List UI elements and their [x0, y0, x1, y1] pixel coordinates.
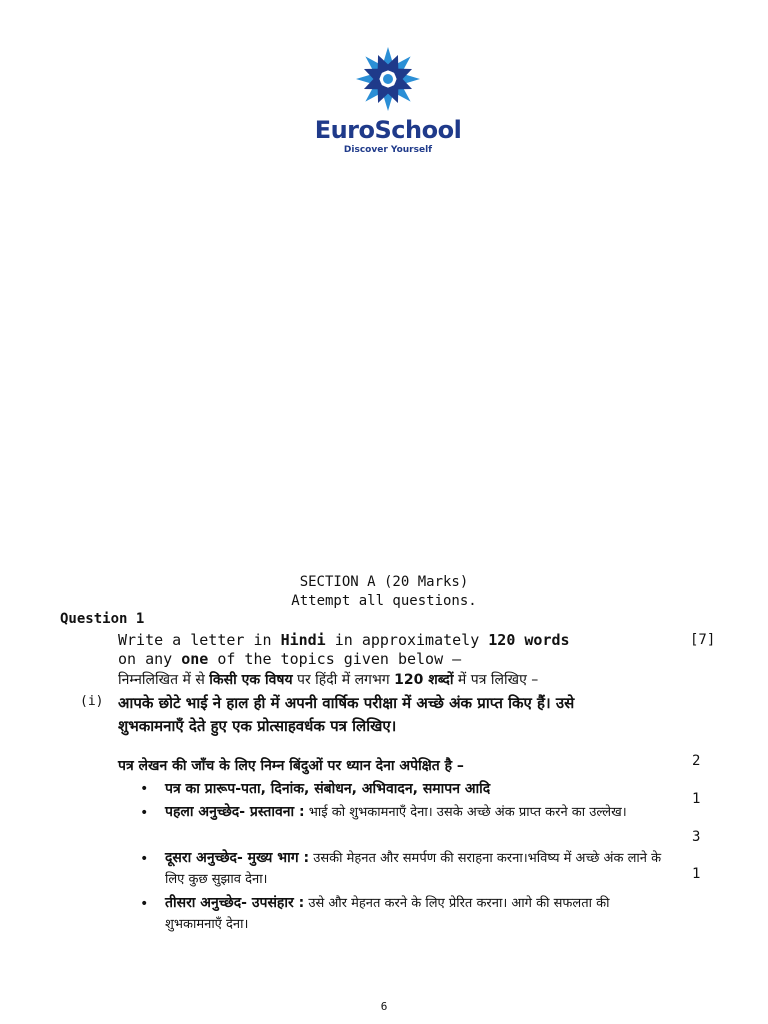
section-heading: SECTION A (20 Marks)	[299, 574, 469, 590]
option-label: (i)	[80, 694, 104, 709]
hindi-instruction: निम्नलिखित में से किसी एक विषय पर हिंदी में लगभग 120 शब्दों में पत्र लिखिए –	[118, 672, 539, 688]
brand-tagline: Discover Yourself	[343, 145, 433, 155]
one-keyword: one	[181, 650, 209, 668]
section-instruction: Attempt all questions.	[291, 593, 477, 609]
point-marks: 1	[692, 791, 701, 807]
point-conclusion: तीसरा अनुच्छेद- उपसंहार : उसे और मेहनत करने के लिए प्रेरित करना। आगे की सफलता की शुभकामनाएँ देना।	[165, 895, 610, 932]
points-heading: पत्र लेखन की जाँच के लिए निम्न बिंदुओं पर ध्यान देना अपेक्षित है –	[118, 758, 464, 774]
bullet: •	[140, 851, 149, 867]
brand-name: EuroSchool	[314, 116, 462, 144]
point-marks: 1	[692, 866, 701, 882]
question-marks: [7]	[690, 632, 716, 648]
word-count: 120 words	[488, 631, 570, 649]
question-instruction-line1: Write a letter in Hindi in approximately 120 words	[118, 631, 570, 649]
euroschool-logo	[308, 44, 468, 164]
bullet: •	[140, 896, 149, 912]
point-marks: 2	[692, 753, 701, 769]
point-marks: 3	[692, 829, 701, 845]
bullet: •	[140, 781, 149, 797]
question-instruction-line2: on any one of the topics given below –	[118, 650, 462, 668]
page-number: 6	[380, 1000, 388, 1013]
point-body: दूसरा अनुच्छेद- मुख्य भाग : उसकी मेहनत और समर्पण की सराहना करना।भविष्य में अच्छे अंक लाने के लिए कुछ सुझाव देना।	[165, 850, 662, 887]
topic-line-2: शुभकामनाएँ देते हुए एक प्रोत्साहवर्धक पत्र लिखिए।	[118, 717, 397, 735]
bullet: •	[140, 805, 149, 821]
point-intro: पहला अनुच्छेद- प्रस्तावना : भाई को शुभकामनाएँ देना। उसके अच्छे अंक प्राप्त करने का उल्लेख।	[165, 804, 627, 820]
point-format: पत्र का प्रारूप-पता, दिनांक, संबोधन, अभिवादन, समापन आदि	[165, 781, 491, 797]
question-title: Question 1	[60, 611, 145, 627]
topic-line-1: आपके छोटे भाई ने हाल ही में अपनी वार्षिक परीक्षा में अच्छे अंक प्राप्त किए हैं। उसे	[118, 694, 575, 712]
hindi-keyword: Hindi	[280, 631, 326, 649]
star-emblem-icon	[348, 44, 428, 114]
